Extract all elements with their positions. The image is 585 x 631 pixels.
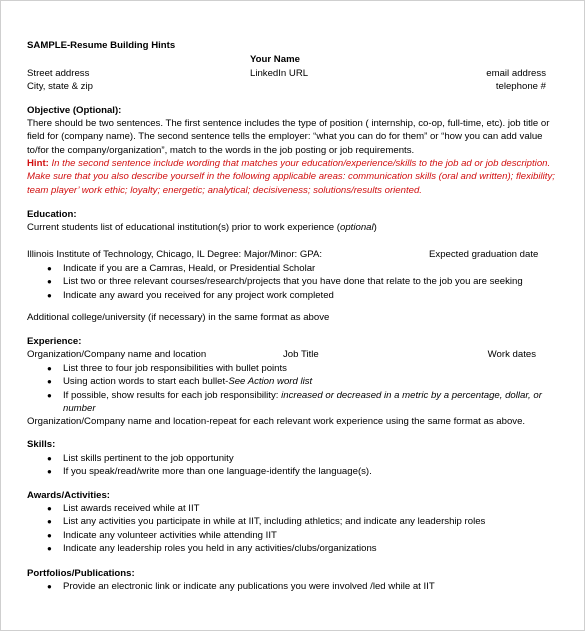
objective-heading: Objective (Optional): <box>27 105 122 116</box>
hint-label: Hint: <box>27 158 49 169</box>
portfolios-heading: Portfolios/Publications: <box>27 568 135 579</box>
list-item: ● List any activities you participate in while at IIT, including athletics; and indicate any leadership roles <box>47 516 486 528</box>
experience-bullets <box>47 362 567 416</box>
list-item: ● Indicate any volunteer activities while attending IIT <box>47 529 277 541</box>
experience-heading: Experience: <box>27 336 82 347</box>
list-item: ● Provide an electronic link or indicate any publications you were involved /led while at IIT <box>47 581 435 592</box>
objective-hint <box>27 157 567 197</box>
header-email: email address <box>486 68 546 79</box>
header-phone: telephone # <box>495 81 546 92</box>
experience-job-title: Job Title <box>283 349 319 360</box>
experience-org: Organization/Company name and location <box>27 349 207 360</box>
education-additional: Additional college/university (if necessary) in the same format as above <box>27 312 330 323</box>
list-item: ● Indicate any leadership roles you held in any activities/clubs/organizations <box>47 543 377 555</box>
objective-text: There should be two sentences. The first sentence includes the type of position ( internship, co-op, full-time, etc). job title or field for (company name). The second sentence tells the employer: “what you can do for them” or “how you can add value to/for the company/organization”, match to the words in the job posting or job requirements. <box>27 118 550 156</box>
list-item: ● Using action words to start each bullet-See Action word list <box>47 376 313 388</box>
education-heading: Education: <box>27 209 77 220</box>
list-item: ● List skills pertinent to the job opportunity <box>47 453 234 464</box>
list-item: ● Indicate if you are a Camras, Heald, or Presidential Scholar <box>47 263 316 274</box>
experience-repeat: Organization/Company name and location-repeat for each relevant work experience using the same format as above. <box>27 416 526 427</box>
list-item: ● If you speak/read/write more than one language-identify the language(s). <box>47 466 372 478</box>
portfolios-bullets <box>47 580 567 593</box>
education-intro: Current students list of educational institution(s) prior to work experience (optional) <box>27 222 377 233</box>
header-linkedin: LinkedIn URL <box>250 68 309 79</box>
list-item: ● List three to four job responsibilities with bullet points <box>47 363 287 374</box>
education-institution-line: Illinois Institute of Technology, Chicago, IL Degree: Major/Minor: GPA: <box>27 249 323 260</box>
skills-bullets <box>47 452 567 479</box>
list-item: ● List awards received while at IIT <box>47 503 200 514</box>
header-name: Your Name <box>250 54 300 65</box>
awards-bullets <box>47 502 567 556</box>
header-city: City, state & zip <box>27 81 93 92</box>
education-graduation-date: Expected graduation date <box>429 249 539 260</box>
skills-heading: Skills: <box>27 439 56 450</box>
list-item: ● If possible, show results for each job responsibility: increased or decreased in a metric by a percentage, dollar, or number <box>47 389 542 415</box>
list-item: ● Indicate any award you received for any project work completed <box>47 289 334 301</box>
education-bullets <box>47 262 567 302</box>
list-item: ● List two or three relevant courses/research/projects that you have done that relate to the job you are seeking <box>47 276 523 288</box>
document-title: SAMPLE-Resume Building Hints <box>27 40 176 51</box>
awards-heading: Awards/Activities: <box>27 490 110 501</box>
experience-dates: Work dates <box>487 349 536 360</box>
header-street: Street address <box>27 68 90 79</box>
hint-text: In the second sentence include wording that matches your education/experience/skills to the job ad or job description. Make sure that you also describe yourself in the following applicable areas: communication skills (oral and written); flexibility; team player’ work ethic; loyalty; energetic; analytical; decisiveness; solutions/results oriented. <box>27 158 555 196</box>
